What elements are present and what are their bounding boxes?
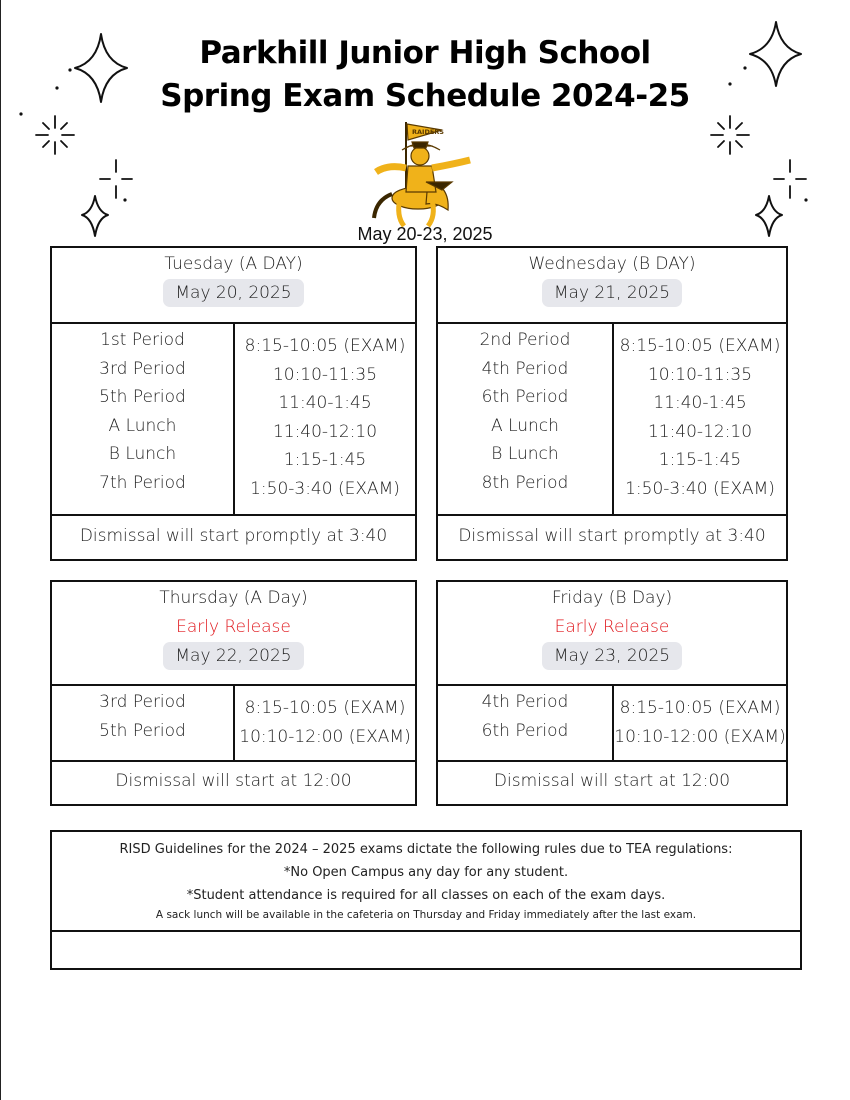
raider-mascot-logo bbox=[370, 120, 478, 228]
guideline-rule-2: *Student attendance is required for all classes on each of the exam days. bbox=[186, 888, 666, 903]
early-release-label: Early Release bbox=[554, 617, 670, 637]
time-column bbox=[614, 686, 786, 751]
period-name: 3rd Period bbox=[99, 358, 186, 379]
period-name: 4th Period bbox=[481, 358, 569, 379]
card-header bbox=[438, 582, 786, 686]
period-name: A Lunch bbox=[108, 415, 177, 436]
exam-date-range: May 20-23, 2025 bbox=[357, 224, 493, 244]
period-name: 4th Period bbox=[481, 692, 569, 712]
time-column bbox=[614, 324, 786, 504]
period-time: 10:10-12:00 (EXAM) bbox=[239, 726, 411, 747]
period-time: 1:15-1:45 bbox=[283, 450, 367, 471]
school-name-title: Parkhill Junior High School bbox=[199, 35, 651, 71]
period-name: 7th Period bbox=[99, 472, 186, 493]
period-time: 11:40-12:10 bbox=[647, 421, 753, 442]
date-pill: May 21, 2025 bbox=[542, 279, 682, 307]
period-column bbox=[52, 686, 235, 760]
mascot-flag-text: RAIDERS bbox=[412, 128, 444, 136]
dismissal-note: Dismissal will start promptly at 3:40 bbox=[458, 526, 766, 546]
period-name: B Lunch bbox=[108, 444, 177, 465]
dismissal-note: Dismissal will start at 12:00 bbox=[493, 771, 731, 791]
period-time: 8:15-10:05 (EXAM) bbox=[619, 336, 781, 356]
friday-schedule-card bbox=[436, 580, 788, 806]
period-table bbox=[438, 324, 786, 516]
period-name: 3rd Period bbox=[99, 692, 186, 712]
burst-icon bbox=[711, 116, 749, 154]
date-pill: May 23, 2025 bbox=[542, 642, 682, 670]
period-name: 1st Period bbox=[100, 330, 185, 350]
period-column bbox=[438, 686, 614, 760]
period-name: 6th Period bbox=[481, 720, 569, 741]
day-label: Wednesday (B DAY) bbox=[528, 254, 696, 274]
period-time: 8:15-10:05 (EXAM) bbox=[619, 698, 781, 718]
schedule-title: Spring Exam Schedule 2024-25 bbox=[160, 78, 690, 114]
period-name: 8th Period bbox=[481, 472, 569, 493]
period-time: 10:10-11:35 bbox=[647, 364, 753, 385]
guideline-rule-1: *No Open Campus any day for any student. bbox=[283, 865, 569, 880]
day-label: Tuesday (A DAY) bbox=[164, 254, 303, 274]
period-name: 6th Period bbox=[481, 387, 569, 408]
guidelines-intro: RISD Guidelines for the 2024 – 2025 exams dictate the following rules due to TEA regulations: bbox=[119, 842, 733, 857]
period-name: 5th Period bbox=[99, 720, 186, 741]
period-name: 2nd Period bbox=[479, 330, 571, 350]
period-table bbox=[438, 686, 786, 762]
period-time: 1:50-3:40 (EXAM) bbox=[250, 478, 400, 499]
period-time: 10:10-12:00 (EXAM) bbox=[614, 726, 786, 747]
day-label: Friday (B Day) bbox=[551, 588, 673, 608]
card-header bbox=[438, 248, 786, 324]
period-time: 11:40-1:45 bbox=[653, 393, 747, 414]
guidelines-text bbox=[52, 832, 800, 932]
early-release-label: Early Release bbox=[176, 617, 291, 637]
period-name: A Lunch bbox=[491, 415, 559, 436]
time-column bbox=[235, 686, 415, 751]
period-table bbox=[52, 686, 415, 762]
period-time: 1:50-3:40 (EXAM) bbox=[625, 478, 775, 499]
dismissal-note: Dismissal will start promptly at 3:40 bbox=[79, 526, 388, 546]
period-time: 11:40-1:45 bbox=[278, 393, 372, 414]
period-column bbox=[438, 324, 614, 514]
page-left-edge bbox=[0, 0, 1, 1100]
tuesday-schedule-card bbox=[50, 246, 417, 561]
period-name: 5th Period bbox=[99, 387, 186, 408]
cross-spark-icon bbox=[100, 160, 132, 198]
date-pill: May 22, 2025 bbox=[163, 642, 303, 670]
period-time: 8:15-10:05 (EXAM) bbox=[244, 336, 406, 356]
card-header bbox=[52, 582, 415, 686]
period-time: 8:15-10:05 (EXAM) bbox=[244, 698, 406, 718]
period-column bbox=[52, 324, 235, 514]
day-label: Thursday (A Day) bbox=[159, 588, 308, 608]
guidelines-box bbox=[50, 830, 802, 970]
period-time: 10:10-11:35 bbox=[272, 364, 378, 385]
burst-icon bbox=[36, 116, 74, 154]
time-column bbox=[235, 324, 415, 504]
sack-lunch-note: A sack lunch will be available in the cafeteria on Thursday and Friday immediately after the last exam. bbox=[155, 909, 697, 921]
wednesday-schedule-card bbox=[436, 246, 788, 561]
dismissal-note: Dismissal will start at 12:00 bbox=[115, 771, 352, 791]
card-header bbox=[52, 248, 415, 324]
period-table bbox=[52, 324, 415, 516]
period-name: B Lunch bbox=[491, 444, 559, 465]
cross-spark-icon bbox=[774, 160, 806, 198]
period-time: 11:40-12:10 bbox=[272, 421, 378, 442]
period-time: 1:15-1:45 bbox=[658, 450, 742, 471]
thursday-schedule-card bbox=[50, 580, 417, 806]
date-pill: May 20, 2025 bbox=[163, 279, 303, 307]
